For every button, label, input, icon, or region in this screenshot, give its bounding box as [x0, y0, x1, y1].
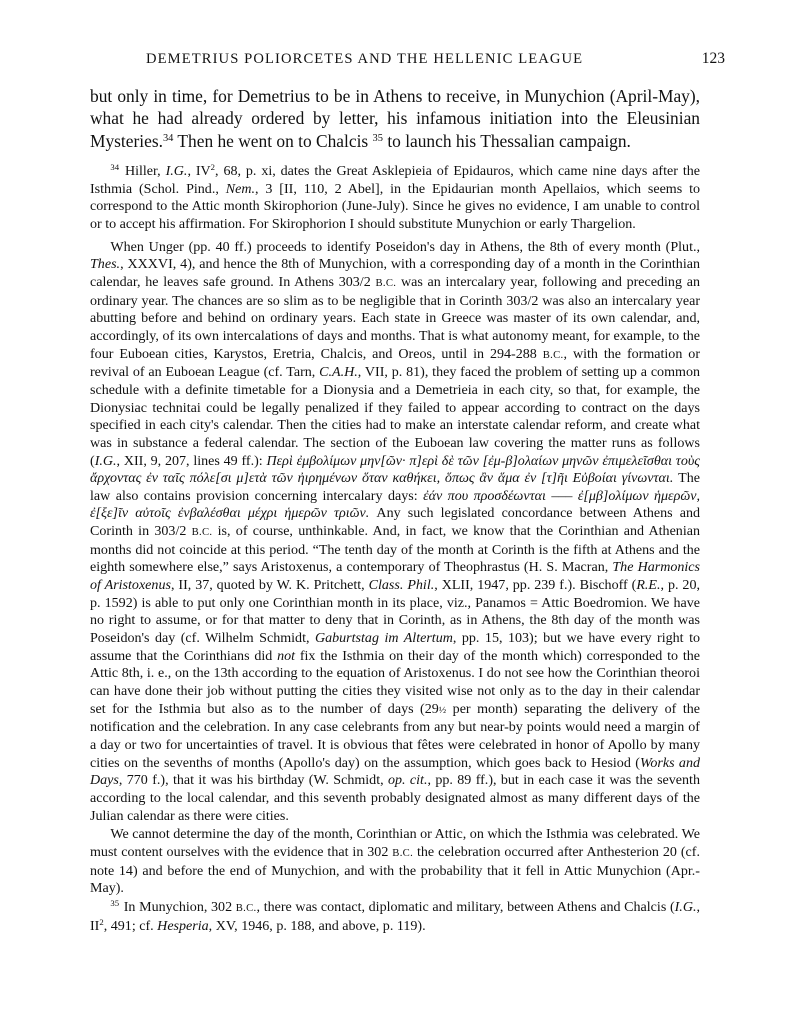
- small-caps: B.C.: [375, 276, 397, 289]
- text-run: , there was contact, diplomatic and military, between Athens and Chalcis (: [256, 898, 675, 915]
- running-head: DEMETRIUS POLIORCETES AND THE HELLENIC LEAGUE: [146, 51, 584, 67]
- text-run: , II, 37, quoted by W. K. Pritchett,: [170, 577, 369, 594]
- footnote-34-paragraph-2: [90, 239, 700, 826]
- footnote-ref-35: 35: [372, 132, 383, 144]
- text-run: In Munychion, 302: [120, 898, 236, 915]
- citation-italic: I.G.: [94, 452, 117, 469]
- emphasis-italic: not: [277, 647, 296, 664]
- text-run: , with the formation or revival of an Euboean League (cf. Tarn,: [90, 345, 700, 381]
- text-run: , p. 20, p. 1592) is able to put only one Corinthian month in its place, viz., Panamos = Attic Boedromion. We have no right to assume, or for that matter to deny that in Corinth, as in Athens, the 8th day of the month was Poseidon's day (cf. Wilhelm Schmidt,: [90, 577, 700, 647]
- text-run: The law also contains provision concerning intercalary days:: [90, 470, 700, 504]
- text-run: , XLII, 1947, pp. 239 f.). Bischoff (: [434, 577, 637, 594]
- text-run: , 68, p. xi, dates the Great Asklepieia of Epidauros, which came nine days after the Isthmia (Schol. Pind.,: [90, 163, 700, 197]
- citation-italic: C.A.H.: [319, 364, 358, 381]
- text-run: , XII, 9, 207, lines 49 ff.):: [116, 452, 267, 469]
- text-run: , 491; cf.: [103, 917, 158, 934]
- main-text-part: but only in time, for Demetrius to be in Athens to receive, in Munychion (April-May), what he had already ordered by letter, his infamous initiation into the Eleusinian Mysteries.: [90, 86, 700, 151]
- main-text-part: Then he went on to Chalcis: [173, 130, 373, 151]
- small-caps: B.C.: [542, 348, 564, 361]
- text-run: , pp. 89 ff.), but in each case it was the seventh according to the local calendar, and this seventh probably designated almost as many different days of the Julian calendar as there were cities.: [90, 772, 700, 824]
- citation-italic: Works and Days: [90, 754, 701, 789]
- citation-italic: op. cit.: [387, 772, 428, 789]
- text-run: Hiller,: [120, 163, 166, 179]
- footnotes: [90, 163, 700, 935]
- superscript: 2: [99, 916, 104, 927]
- citation-italic: Hesperia: [157, 917, 209, 934]
- text-run: fix the Isthmia on their day of the month which) corresponded to the Attic 8th, i. e., on the 13th according to the equation of Aristoxenus. I do not see how the Corinthian theoroi can have done their job without putting the cities they visited wise not only as to the day in their calendar set for the Isthmia but also as to the number of days (29: [90, 647, 700, 717]
- text-run: is, of course, unthinkable. And, in fact, we know that the Corinthian and Athenian months did not coincide at this period. “The tenth day of the month at Corinth is the fifth at Athens and the eighth somewhere else,” says Aristoxenus, a contemporary of Theophrastus (H. S. Macran,: [90, 523, 700, 576]
- text-run: , IV: [187, 163, 211, 179]
- citation-italic: Class. Phil.: [368, 577, 435, 594]
- text-run: , pp. 15, 103); but we have every right to assume that the Corinthians did: [90, 630, 700, 664]
- footnote-34-paragraph-3: [90, 826, 700, 898]
- footnote-ref-34: 34: [162, 132, 174, 144]
- text-run: , 3 [II, 110, 2 Abel], in the Epidaurian month Apellaios, which seems to correspond to the Attic month Skirophorion (June-July). Since he gives no evidence, I am unable to control or to accept his affirmation. For Skirophorion I should substitute Munychion or early Thargelion.: [90, 180, 701, 232]
- main-text-part: to launch his Thessalian campaign.: [382, 130, 631, 151]
- text-run: We cannot determine the day of the month, Corinthian or Attic, on which the Isthmia was celebrated. We must content ourselves with the evidence that in 302: [90, 826, 700, 860]
- text-run: , XXXVI, 4), and hence the 8th of Munychion, with a corresponding day of a month in the Corinthian calendar, he leaves safe ground. In Athens 303/2: [90, 256, 700, 290]
- superscript: 2: [210, 162, 216, 173]
- text-run: When Unger (pp. 40 ff.) proceeds to identify Poseidon's day in Athens, the 8th of every month (Plut.,: [110, 238, 700, 255]
- text-run: , II: [90, 898, 700, 934]
- footnote-number: 34: [110, 162, 120, 173]
- page-number: 123: [701, 50, 725, 67]
- page-header: [90, 50, 725, 68]
- footnote-34: [90, 163, 700, 234]
- small-caps: B.C.: [191, 526, 213, 539]
- text-run: per month) separating the delivery of the notification and the celebration. In any case celebrants from any but near-by points would need a margin of a day or two for uncertainties of travel. It is obvious that fêtes were celebrated in honor of Apollo by many cities on the sevenths of months (Apollo's day) on the assumption, which goes back to Hesiod (: [90, 700, 700, 771]
- greek-quotation: Περὶ ἐμβολίμων μην[ῶν· π]ερὶ δὲ τῶν [ἐμ-β]ολαίων μηνῶν ἐπιμελεῖσθαι τοὺς ἄρχοντας ἐν ταῖς πόλε[σι μ]ετὰ τῶν ἠιρημένων ὅταν καθήκει, ὅπως ἂν ἅμα ἐν [τ]ῆι Εὐβοίαι γίνωνται.: [90, 452, 700, 487]
- main-text: [90, 85, 700, 152]
- citation-italic: I.G.: [674, 898, 697, 915]
- citation-italic: R.E.: [636, 577, 661, 594]
- greek-quotation: ἐάν που προσδέωνται ––– ἐ[μβ]ολίμων ἡμερῶν, ἐ[ξε]ῖν αὐτοῖς ἐνβαλέσθαι μέχρι ἡμερῶν τριῶν.: [90, 487, 700, 522]
- small-caps: B.C.: [392, 846, 414, 859]
- citation-italic: The Harmonics of Aristoxenus: [90, 559, 700, 594]
- text-run: , 770 f.), that it was his birthday (W. Schmidt,: [118, 772, 388, 789]
- citation-italic: Nem.: [225, 180, 255, 197]
- citation-italic: Gaburtstag im Altertum: [314, 630, 453, 647]
- main-paragraph: [90, 85, 700, 152]
- text-run: , VII, p. 81), they faced the problem of setting up a common schedule with a definite timetable for a Dionysia and a Demetrieia in each city, so that, for example, the Dionysiac technitai could be legally penalized if they failed to appear according to contract on the days specified in each city's calendar. Then the cities had to make an interstate calendar reform, and create what was in substance a federal calendar. The section of the Euboean law covering the matter runs as follows (: [90, 364, 700, 469]
- small-caps: B.C.: [235, 901, 257, 914]
- text-run: was an intercalary year, following and preceding an ordinary year. The chances are so slim as to be negligible that in Corinth 303/2 was also an intercalary year abutting before and behind on ordinary years. Each state in Greece was master of its own calendar, and, accordingly, of its own intercalations of days and months. That is what autonomy meant, for example, to the four Euboean cities, Karystos, Eretria, Chalcis, and Oreos, until in 294-288: [90, 273, 700, 362]
- fraction: ½: [438, 704, 447, 716]
- citation-italic: I.G.: [165, 163, 188, 179]
- footnote-35: [90, 899, 700, 935]
- footnote-number: 35: [110, 898, 120, 909]
- text-run: Any such legislated concordance between Athens and Corinth in 303/2: [90, 505, 701, 540]
- text-run: , XV, 1946, p. 188, and above, p. 119).: [208, 917, 426, 934]
- text-run: the celebration occurred after Anthesterion 20 (cf. note 14) and before the end of Munychion, and with the probability that it fell in Attic Munychion (Apr.-May).: [90, 843, 700, 897]
- citation-italic: Thes.: [90, 256, 121, 273]
